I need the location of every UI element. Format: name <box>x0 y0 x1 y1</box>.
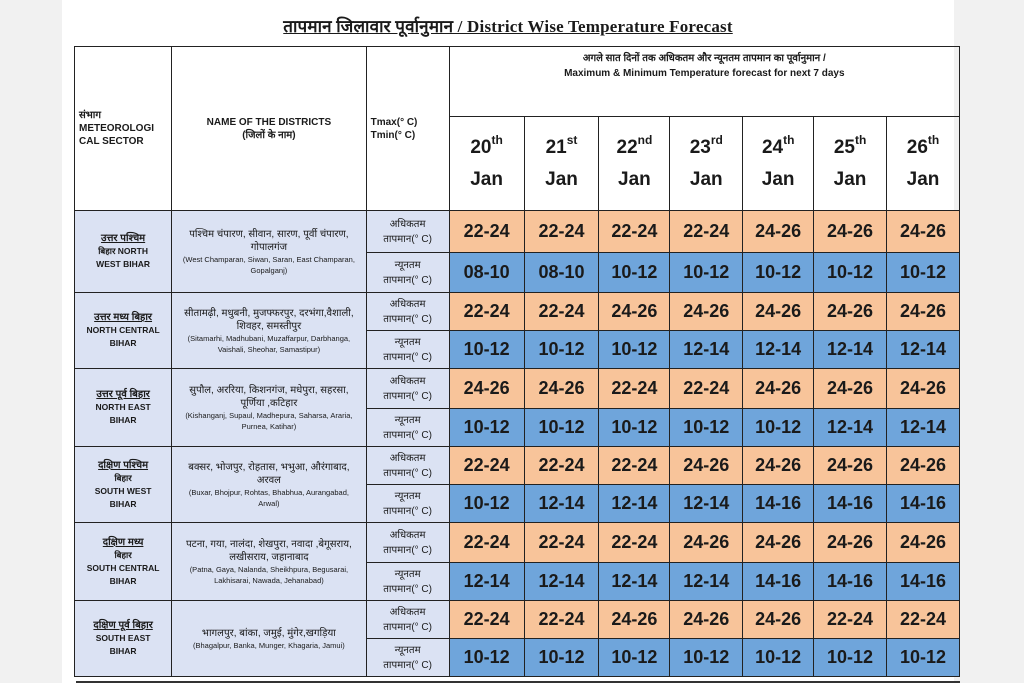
sector-name <box>75 523 172 601</box>
sector-name-line: BIHAR <box>109 575 137 586</box>
tmin-value: 12-14 <box>887 331 960 369</box>
day-number-line <box>814 132 886 164</box>
tmax-value: 22-24 <box>449 523 524 563</box>
tmax-value: 22-24 <box>449 447 524 485</box>
tmin-value: 10-12 <box>524 331 599 369</box>
day-header-0 <box>449 117 524 211</box>
tmax-value: 22-24 <box>599 523 670 563</box>
tmax-value: 24-26 <box>670 293 743 331</box>
tmin-value: 12-14 <box>670 563 743 601</box>
tmax-label-line: अधिकतम <box>389 298 426 310</box>
tmin-value: 10-12 <box>449 639 524 677</box>
sector-name-hi: उत्तर पूर्व बिहार <box>96 389 150 400</box>
tmax-value: 22-24 <box>449 601 524 639</box>
tmax-value: 24-26 <box>814 293 887 331</box>
sector-name-line: BIHAR <box>109 498 137 509</box>
tmin-value: 14-16 <box>743 563 814 601</box>
day-number-line <box>599 132 669 164</box>
tmax-label-line: अधिकतम <box>389 606 426 618</box>
tmin-value: 08-10 <box>449 253 524 293</box>
tmin-value: 12-14 <box>814 409 887 447</box>
tmax-value: 22-24 <box>524 211 599 253</box>
day-header-6 <box>887 117 960 211</box>
sector-name-line: BIHAR <box>109 338 137 348</box>
tmax-value: 24-26 <box>670 601 743 639</box>
day-number: 21 <box>545 136 567 158</box>
tmin-value: 10-12 <box>449 331 524 369</box>
tmin-value: 10-12 <box>743 409 814 447</box>
tmax-value: 24-26 <box>670 523 743 563</box>
tmax-value: 24-26 <box>887 293 960 331</box>
tmin-value: 10-12 <box>670 253 743 293</box>
day-number: 25 <box>833 136 855 158</box>
sector-name-line: BIHAR <box>109 646 137 656</box>
tmin-label-line: न्यूनतम <box>394 568 421 580</box>
tmax-label-line: अधिकतम <box>389 529 426 541</box>
tmax-value: 24-26 <box>743 211 814 253</box>
sector-row-tmax <box>75 523 960 563</box>
day-header-5 <box>814 117 887 211</box>
tmin-value: 12-14 <box>599 485 670 523</box>
tmax-value: 24-26 <box>887 369 960 409</box>
header-forecast-en: Maximum & Minimum Temperature forecast for next 7 days <box>564 68 845 79</box>
tmin-value: 12-14 <box>670 331 743 369</box>
tmin-value: 12-14 <box>524 563 599 601</box>
sector-name-line: SOUTH WEST <box>94 485 152 496</box>
sector-name-line: बिहार <box>114 549 132 560</box>
tmin-label-line: तापमान(° C) <box>383 274 432 286</box>
tmax-value: 24-26 <box>599 601 670 639</box>
tmin-label <box>366 331 449 369</box>
tmin-value: 12-14 <box>670 485 743 523</box>
tmax-label-line: तापमान(° C) <box>383 390 432 402</box>
day-month: Jan <box>906 168 940 190</box>
tmin-value: 12-14 <box>449 563 524 601</box>
day-header-4 <box>743 117 814 211</box>
district-list <box>172 601 366 677</box>
day-number-line <box>887 132 959 164</box>
header-row <box>75 47 960 117</box>
sector-name <box>75 447 172 523</box>
tmin-value: 14-16 <box>887 563 960 601</box>
tmax-value: 24-26 <box>887 523 960 563</box>
district-list-en: (Buxar, Bhojpur, Rohtas, Bhabhua, Aurangabad, Arwal) <box>188 487 349 508</box>
tmax-value: 22-24 <box>449 211 524 253</box>
tmin-label-line: न्यूनतम <box>394 336 421 348</box>
tmin-value: 14-16 <box>814 485 887 523</box>
tmax-value: 22-24 <box>524 601 599 639</box>
tmin-label-line: तापमान(° C) <box>383 505 432 517</box>
tmax-value: 22-24 <box>887 601 960 639</box>
tmin-label-line: तापमान(° C) <box>383 429 432 441</box>
tmax-value: 22-24 <box>599 211 670 253</box>
sector-name-line: WEST BIHAR <box>96 259 151 269</box>
district-list <box>172 523 366 601</box>
header-sector-hi: संभाग <box>79 110 102 121</box>
day-header-1 <box>524 117 599 211</box>
tmax-label <box>366 293 449 331</box>
tmin-value: 10-12 <box>887 253 960 293</box>
tmin-value: 10-12 <box>449 485 524 523</box>
tmin-value: 10-12 <box>524 639 599 677</box>
header-districts <box>172 47 366 211</box>
tmax-label <box>366 523 449 563</box>
tmax-value: 24-26 <box>743 293 814 331</box>
tmax-label-line: अधिकतम <box>389 375 426 387</box>
district-list-en: (West Champaran, Siwan, Saran, East Champaran, Gopalganj) <box>182 254 355 275</box>
header-sector-en-2: CAL SECTOR <box>79 136 144 147</box>
sector-name-line: SOUTH CENTRAL <box>86 562 160 573</box>
tmin-value: 14-16 <box>814 563 887 601</box>
tmin-value: 10-12 <box>599 639 670 677</box>
tmin-value: 12-14 <box>743 331 814 369</box>
sector-name-line: बिहार <box>114 472 132 483</box>
day-number-line <box>450 132 524 164</box>
day-suffix: rd <box>710 132 723 147</box>
tmax-value: 24-26 <box>743 523 814 563</box>
sector-name-line: NORTH CENTRAL <box>86 325 160 335</box>
header-tmax: Tmax(° C) <box>370 116 418 128</box>
district-list-hi: सुपौल, अररिया, किशनगंज, मधेपुरा, सहरसा, पूर्णिया ,कटिहार <box>189 384 349 409</box>
day-number: 26 <box>906 136 928 158</box>
page-title: तापमान जिलावार पूर्वानुमान / District Wise Temperature Forecast <box>283 17 733 36</box>
tmin-value: 10-12 <box>814 639 887 677</box>
tmin-value: 10-12 <box>524 409 599 447</box>
tmax-value: 24-26 <box>814 523 887 563</box>
sector-name-line: NORTH EAST <box>95 402 151 412</box>
tmin-value: 10-12 <box>814 253 887 293</box>
day-month: Jan <box>761 168 795 190</box>
tmax-value: 24-26 <box>599 293 670 331</box>
tmin-label-line: न्यूनतम <box>394 490 421 502</box>
tmin-label-line: तापमान(° C) <box>383 659 432 671</box>
tmin-label-line: तापमान(° C) <box>383 351 432 363</box>
tmax-value: 24-26 <box>887 447 960 485</box>
header-sector-en-1: METEOROLOGI <box>79 123 154 134</box>
district-list <box>172 447 366 523</box>
tmax-value: 22-24 <box>524 523 599 563</box>
header-sector <box>75 47 172 211</box>
tmin-value: 14-16 <box>743 485 814 523</box>
header-forecast <box>449 47 959 117</box>
tmax-value: 22-24 <box>599 369 670 409</box>
sector-name <box>75 601 172 677</box>
sector-name <box>75 369 172 447</box>
tmax-label-line: तापमान(° C) <box>383 621 432 633</box>
district-list <box>172 211 366 293</box>
day-suffix: th <box>491 132 503 147</box>
document-page <box>62 0 954 683</box>
day-header-3 <box>670 117 743 211</box>
header-forecast-hi: अगले सात दिनों तक अधिकतम और न्यूनतम तापमान का पूर्वानुमान / <box>582 53 826 64</box>
day-suffix: th <box>854 132 867 147</box>
day-suffix: th <box>783 132 795 147</box>
tmax-label-line: तापमान(° C) <box>383 313 432 325</box>
tmax-label <box>366 447 449 485</box>
tmax-value: 24-26 <box>743 369 814 409</box>
day-month: Jan <box>470 168 503 190</box>
tmax-value: 24-26 <box>670 447 743 485</box>
day-month: Jan <box>545 168 578 190</box>
tmax-value: 22-24 <box>670 369 743 409</box>
district-list-en: (Patna, Gaya, Nalanda, Sheikhpura, Begusarai, Lakhisarai, Nawada, Jehanabad) <box>189 564 349 585</box>
tmin-value: 10-12 <box>670 409 743 447</box>
sector-name-hi: दक्षिण पूर्व बिहार <box>93 620 153 631</box>
tmax-label-line: अधिकतम <box>389 218 426 230</box>
day-number: 22 <box>616 136 638 158</box>
sector-row-tmax <box>75 601 960 639</box>
day-number-line <box>670 132 742 164</box>
tmax-value: 24-26 <box>743 447 814 485</box>
day-suffix: st <box>566 132 578 147</box>
tmax-value: 24-26 <box>524 369 599 409</box>
tmin-label-line: तापमान(° C) <box>383 583 432 595</box>
day-number-line <box>525 132 599 164</box>
sector-name-line: BIHAR <box>109 415 137 425</box>
sector-name-hi: दक्षिण मध्य <box>102 536 144 548</box>
day-month: Jan <box>618 168 651 190</box>
day-suffix: nd <box>637 132 653 147</box>
tmax-label <box>366 211 449 253</box>
tmax-label-line: अधिकतम <box>389 452 426 464</box>
sector-row-tmax <box>75 293 960 331</box>
district-list-en: (Sitamarhi, Madhubani, Muzaffarpur, Darbhanga, Vaishali, Sheohar, Samastipur) <box>187 333 351 354</box>
district-list <box>172 369 366 447</box>
tmax-label <box>366 601 449 639</box>
tmin-value: 08-10 <box>524 253 599 293</box>
tmin-value: 10-12 <box>449 409 524 447</box>
tmax-value: 24-26 <box>814 447 887 485</box>
day-month: Jan <box>689 168 723 190</box>
tmin-value: 10-12 <box>743 253 814 293</box>
district-list-en: (Kishanganj, Supaul, Madhepura, Saharsa, Araria, Purnea, Katihar) <box>185 410 353 431</box>
tmin-label <box>366 563 449 601</box>
tmin-value: 10-12 <box>599 253 670 293</box>
tmin-value: 10-12 <box>670 639 743 677</box>
district-list-en: (Bhagalpur, Banka, Munger, Khagaria, Jamui) <box>193 640 345 650</box>
header-tmin: Tmin(° C) <box>370 129 416 141</box>
day-number: 24 <box>761 136 784 158</box>
tmax-value: 24-26 <box>814 211 887 253</box>
tmax-value: 22-24 <box>814 601 887 639</box>
day-header-2 <box>599 117 670 211</box>
header-districts-hi: (जिलों के नाम) <box>242 129 296 141</box>
tmin-value: 12-14 <box>814 331 887 369</box>
tmin-label-line: न्यूनतम <box>394 259 421 271</box>
tmax-value: 22-24 <box>670 211 743 253</box>
sector-name-hi: उत्तर पश्चिम <box>101 233 146 244</box>
sector-row-tmax <box>75 369 960 409</box>
tmax-value: 22-24 <box>449 293 524 331</box>
day-number: 23 <box>689 136 711 158</box>
tmin-value: 10-12 <box>599 331 670 369</box>
tmin-label <box>366 639 449 677</box>
district-list-hi: पश्चिम चंपारण, सीवान, सारण, पूर्वी चंपारण, गोपालगंज <box>189 228 349 253</box>
tmax-value: 24-26 <box>814 369 887 409</box>
header-districts-en: NAME OF THE DISTRICTS <box>206 116 332 128</box>
sector-name <box>75 211 172 293</box>
tmin-value: 10-12 <box>743 639 814 677</box>
tmax-label-line: तापमान(° C) <box>383 233 432 245</box>
tmin-value: 12-14 <box>599 563 670 601</box>
bottom-rule <box>76 681 960 683</box>
sector-name <box>75 293 172 369</box>
tmax-label-line: तापमान(° C) <box>383 467 432 479</box>
forecast-table <box>74 46 960 677</box>
tmax-value: 24-26 <box>449 369 524 409</box>
district-list <box>172 293 366 369</box>
district-list-hi: बक्सर, भोजपुर, रोहतास, भभुआ, औरंगाबाद, अरवल <box>188 461 350 486</box>
tmin-label <box>366 253 449 293</box>
tmax-label-line: तापमान(° C) <box>383 544 432 556</box>
tmin-label <box>366 485 449 523</box>
day-number: 20 <box>470 136 492 158</box>
tmin-label-line: न्यूनतम <box>394 414 421 426</box>
sector-row-tmax <box>75 447 960 485</box>
tmax-value: 22-24 <box>524 293 599 331</box>
district-list-hi: पटना, गया, नालंदा, शेखपुरा, नवादा ,बेगूसराय, लखीसराय, जहानाबाद <box>186 538 352 563</box>
tmax-label <box>366 369 449 409</box>
tmin-label <box>366 409 449 447</box>
day-suffix: th <box>927 132 940 147</box>
tmin-value: 12-14 <box>887 409 960 447</box>
day-number-line <box>743 132 813 164</box>
tmin-value: 10-12 <box>599 409 670 447</box>
district-list-hi: भागलपुर, बांका, जमुई, मुंगेर,खगड़िया <box>201 627 336 639</box>
tmax-value: 22-24 <box>599 447 670 485</box>
tmin-value: 10-12 <box>887 639 960 677</box>
sector-row-tmax <box>75 211 960 253</box>
sector-name-line: SOUTH EAST <box>95 633 151 643</box>
tmax-value: 22-24 <box>524 447 599 485</box>
tmin-value: 12-14 <box>524 485 599 523</box>
sector-name-hi: उत्तर मध्य बिहार <box>94 312 153 323</box>
district-list-hi: सीतामढ़ी, मधुबनी, मुजफ्फरपुर, दरभंगा,वैशाली, शिवहर, समस्तीपुर <box>184 307 354 332</box>
sector-name-hi: दक्षिण पश्चिम <box>98 459 149 471</box>
sector-name-line: बिहार NORTH <box>98 246 149 256</box>
tmax-value: 24-26 <box>887 211 960 253</box>
tmax-value: 24-26 <box>743 601 814 639</box>
day-month: Jan <box>833 168 867 190</box>
tmin-value: 14-16 <box>887 485 960 523</box>
header-tm <box>366 47 449 211</box>
tmin-label-line: न्यूनतम <box>394 644 421 656</box>
